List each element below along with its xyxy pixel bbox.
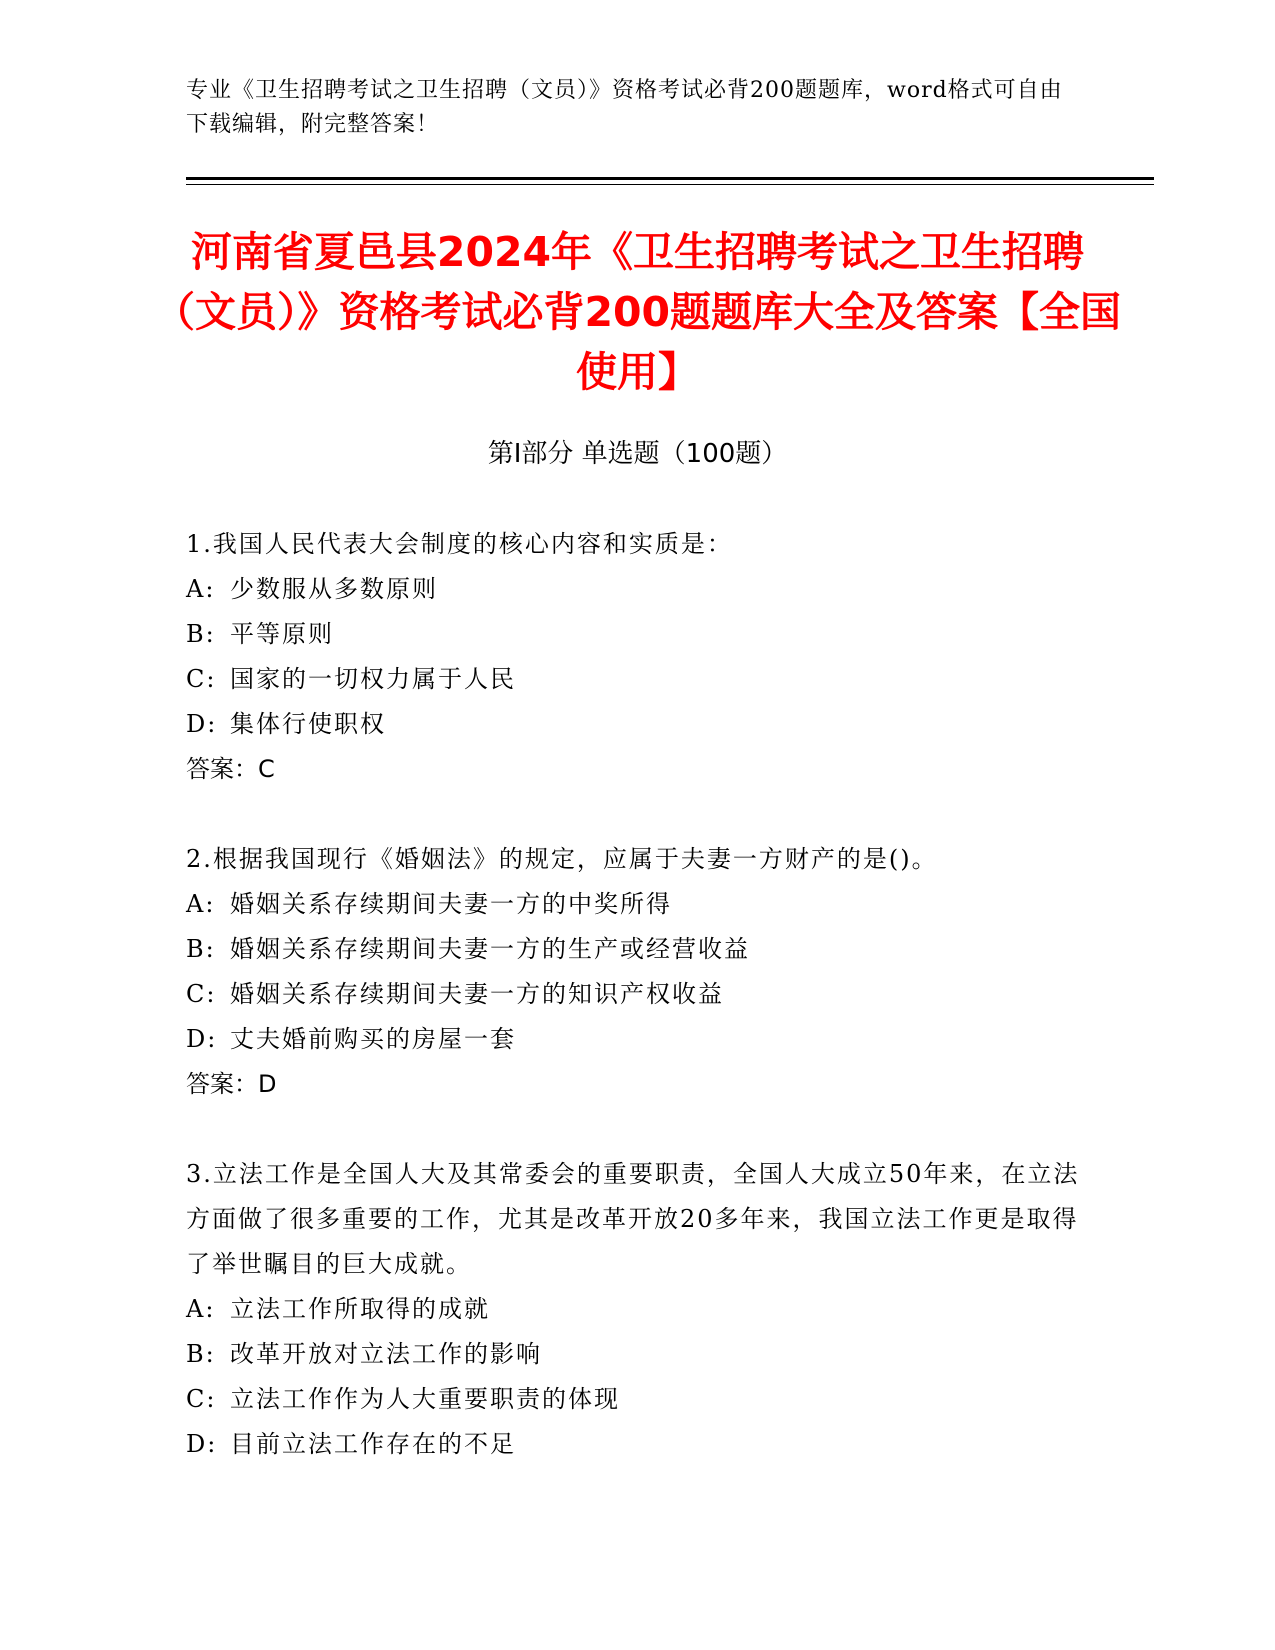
option-text: 婚姻关系存续期间夫妻一方的知识产权收益 [230, 980, 724, 1008]
option-letter: D: [186, 1025, 218, 1053]
question-stem: 2.根据我国现行《婚姻法》的规定，应属于夫妻一方财产的是()。 [186, 845, 938, 873]
answer: 答案：C [186, 755, 275, 783]
option-letter: B: [186, 935, 216, 963]
header-rule-thick [186, 177, 1154, 180]
option-d [186, 702, 1086, 747]
question-1 [186, 522, 1086, 792]
option-c [186, 1377, 1086, 1422]
option-text: 目前立法工作存在的不足 [230, 1430, 516, 1458]
option-b [186, 612, 1086, 657]
header-note: 专业《卫生招聘考试之卫生招聘（文员）》资格考试必背200题题库，word格式可自由下载编辑，附完整答案！ [186, 78, 1063, 137]
option-letter: A: [186, 890, 216, 918]
option-a [186, 1287, 1086, 1332]
option-letter: D: [186, 1430, 218, 1458]
option-b [186, 1332, 1086, 1377]
option-text: 立法工作所取得的成就 [230, 1295, 490, 1323]
option-letter: A: [186, 1295, 216, 1323]
option-text: 国家的一切权力属于人民 [230, 665, 516, 693]
question-2 [186, 837, 1086, 1107]
option-text: 婚姻关系存续期间夫妻一方的生产或经营收益 [230, 935, 750, 963]
option-text: 丈夫婚前购买的房屋一套 [230, 1025, 516, 1053]
option-c [186, 657, 1086, 702]
answer: 答案：D [186, 1070, 277, 1098]
option-text: 立法工作作为人大重要职责的体现 [230, 1385, 620, 1413]
question-stem: 3.立法工作是全国人大及其常委会的重要职责，全国人大成立50年来，在立法方面做了很多重要的工作，尤其是改革开放20多年来，我国立法工作更是取得了举世瞩目的巨大成就。 [186, 1160, 1080, 1278]
option-d [186, 1422, 1086, 1467]
question-stem: 1.我国人民代表大会制度的核心内容和实质是： [186, 530, 733, 558]
header-rule-thin [186, 184, 1154, 185]
question-3 [186, 1152, 1086, 1467]
document-title: 河南省夏邑县2024年《卫生招聘考试之卫生招聘（文员）》资格考试必背200题题库大全及答案【全国使用】 [153, 228, 1122, 396]
option-text: 婚姻关系存续期间夫妻一方的中奖所得 [230, 890, 672, 918]
option-text: 少数服从多数原则 [230, 575, 438, 603]
option-letter: B: [186, 1340, 216, 1368]
option-text: 集体行使职权 [230, 710, 386, 738]
option-b [186, 927, 1086, 972]
option-a [186, 882, 1086, 927]
option-letter: A: [186, 575, 216, 603]
option-d [186, 1017, 1086, 1062]
option-c [186, 972, 1086, 1017]
option-a [186, 567, 1086, 612]
question-list [186, 522, 1086, 1512]
option-text: 改革开放对立法工作的影响 [230, 1340, 542, 1368]
section-title: 第Ⅰ部分 单选题（100题） [487, 439, 788, 469]
option-text: 平等原则 [230, 620, 334, 648]
option-letter: B: [186, 620, 216, 648]
option-letter: C: [186, 980, 217, 1008]
option-letter: D: [186, 710, 218, 738]
option-letter: C: [186, 1385, 217, 1413]
option-letter: C: [186, 665, 217, 693]
